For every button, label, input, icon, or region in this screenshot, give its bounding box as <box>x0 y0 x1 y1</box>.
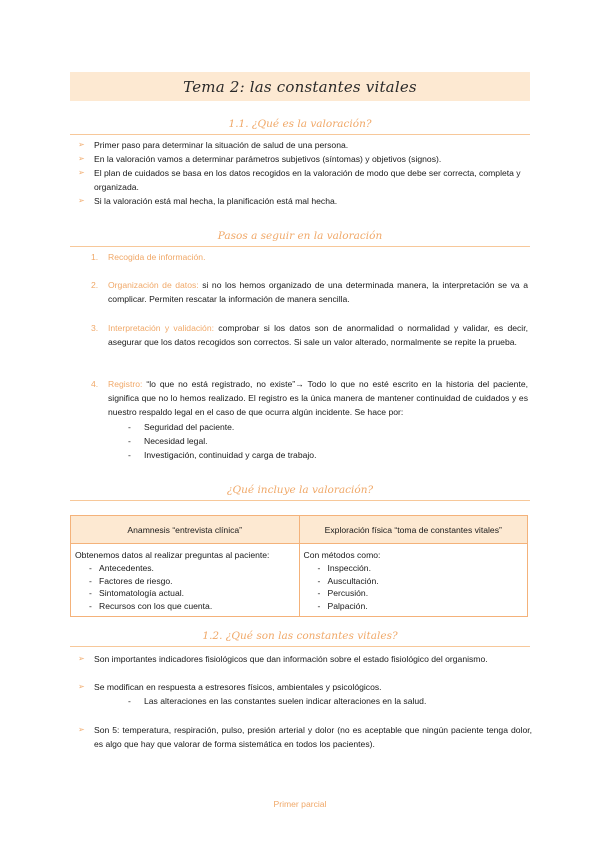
table-list-item: - Antecedentes. <box>89 563 154 573</box>
sub-item: - Necesidad legal. <box>128 436 208 446</box>
list-item: ➢ Se modifican en respuesta a estresores físicos, ambientales y psicológicos. <box>78 682 382 692</box>
divider <box>70 246 530 247</box>
list-item: ➢ El plan de cuidados se basa en los datos recogidos en la valoración de modo que debe ser correcta, completa y organizada. <box>78 168 521 192</box>
table-list-item: - Sintomatología actual. <box>89 588 185 598</box>
arrow-bullet-icon: ➢ <box>78 196 85 205</box>
divider <box>70 134 530 135</box>
arrow-bullet-icon: ➢ <box>78 168 85 177</box>
table-cell-anamnesis: Obtenemos datos al realizar preguntas al paciente: - Antecedentes. - Factores de riesgo. - Sintomatología actual. - Recursos con los que cuenta. <box>71 544 300 617</box>
table-list-item: - Recursos con los que cuenta. <box>89 600 213 611</box>
section-heading-pasos: Pasos a seguir en la valoración <box>217 230 383 242</box>
section-heading-constantes: 1.2. ¿Qué son las constantes vitales? <box>202 630 398 642</box>
table-list-item: - Inspección. <box>317 563 371 573</box>
list-item: ➢ Si la valoración está mal hecha, la planificación está mal hecha. <box>78 196 338 206</box>
footer: Primer parcial <box>273 799 327 809</box>
sub-item: - Seguridad del paciente. <box>128 422 235 432</box>
list-item: ➢ En la valoración vamos a determinar parámetros subjetivos (síntomas) y objetivos (signos). <box>78 154 442 164</box>
arrow-bullet-icon: ➢ <box>78 654 85 663</box>
table-header-anamnesis: Anamnesis “entrevista clínica” <box>71 516 300 544</box>
list-item: ➢ Son 5: temperatura, respiración, pulso, presión arterial y dolor (no es aceptable que ningún paciente tenga dolor, es algo que hay que valorar de forma sistemática en todos los pacientes). <box>78 725 532 749</box>
step-item: 4. Registro: “lo que no está registrado, no existe”→ Todo lo que no esté escrito en la historia del paciente, significa que no lo hemos realizado. El registro es la única manera de mantener continuidad de cuidados y es nuestro respaldo legal en el caso de que ocurra algún incidente. Se hace por: <box>91 379 528 417</box>
arrow-bullet-icon: ➢ <box>78 140 85 149</box>
step-item: 2. Organización de datos: si no los hemos organizado de una determinada manera, la interpretación se va a complicar. Permiten rescatar la información de manera sencilla. <box>91 280 528 304</box>
table-list-item: - Palpación. <box>317 600 368 611</box>
list-item: ➢ Son importantes indicadores fisiológicos que dan información sobre el estado fisiológico del organismo. <box>78 654 488 664</box>
table-list-item: - Auscultación. <box>317 575 379 586</box>
list-item: ➢ Primer paso para determinar la situación de salud de una persona. <box>78 140 349 150</box>
divider <box>70 500 530 501</box>
table-list-item: - Factores de riesgo. <box>89 575 173 586</box>
table-list-item: - Percusión. <box>317 588 369 598</box>
step-item: 1. Recogida de información. <box>91 252 206 262</box>
sub-item: - Las alteraciones en las constantes suelen indicar alteraciones en la salud. <box>128 696 427 706</box>
sub-item: - Investigación, continuidad y carga de trabajo. <box>128 450 317 460</box>
table-header-exploracion: Exploración física “toma de constantes vitales” <box>299 516 528 544</box>
step-item: 3. Interpretación y validación: comprobar si los datos son de anormalidad o normalidad y validar, es decir, asegurar que los datos recogidos son correctos. Si sale un valor alterado, normalmente se repite la prueba. <box>91 323 528 347</box>
divider <box>70 646 530 647</box>
arrow-bullet-icon: ➢ <box>78 682 85 691</box>
arrow-bullet-icon: ➢ <box>78 154 85 163</box>
title-band <box>70 72 530 101</box>
page-title: Tema 2: las constantes vitales <box>183 77 417 96</box>
arrow-bullet-icon: ➢ <box>78 725 85 734</box>
section-heading-incluye: ¿Qué incluye la valoración? <box>226 484 374 496</box>
section-heading-valoracion: 1.1. ¿Qué es la valoración? <box>228 118 372 130</box>
valoracion-table <box>70 515 528 617</box>
table-cell-exploracion: Con métodos como: - Inspección. - Auscultación. - Percusión. - Palpación. <box>299 544 528 617</box>
